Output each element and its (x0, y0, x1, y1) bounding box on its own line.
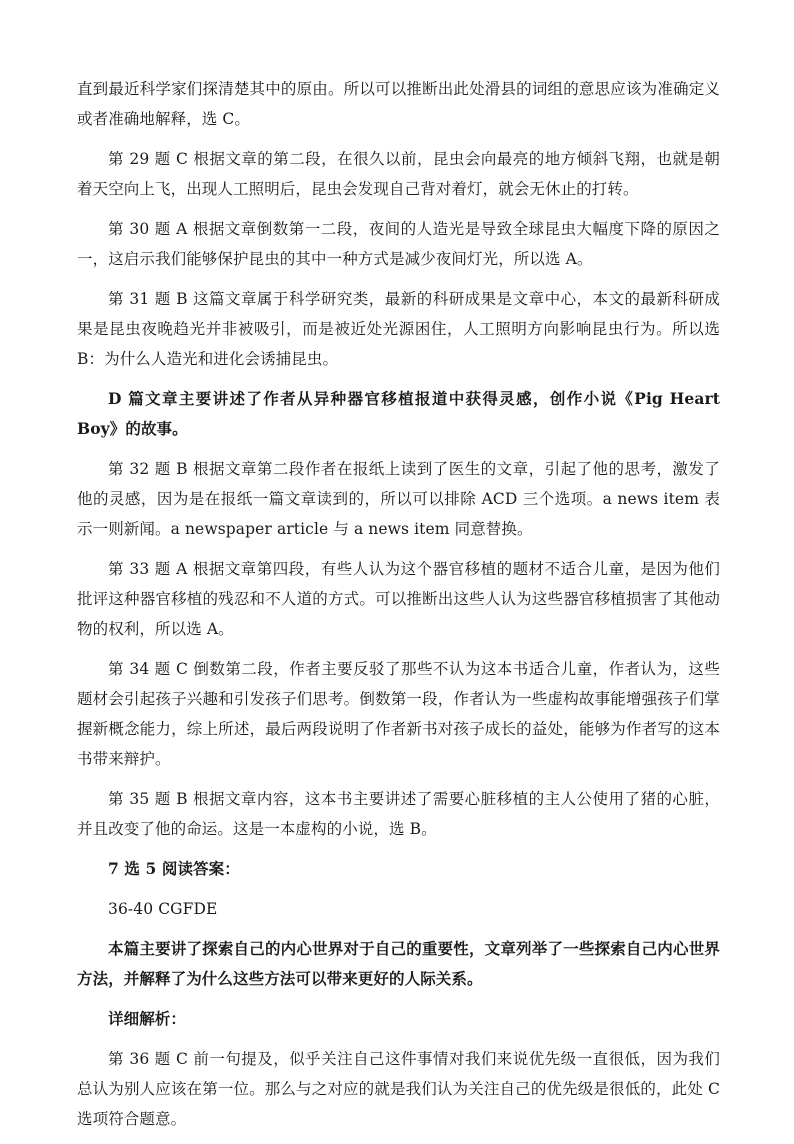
answer-explanation-29: 第 29 题 C 根据文章的第二段，在很久以前，昆虫会向最亮的地方倾斜飞翔，也就是朝着天空向上飞，出现人工照明后，昆虫会发现自己背对着灯，就会无休止的打转。 (77, 150, 720, 198)
answer-explanation-33: 第 33 题 A 根据文章第四段，有些人认为这个器官移植的题材不适合儿童，是因为他们批评这种器官移植的残忍和不人道的方式。可以推断出这些人认为这些器官移植损害了其他动物的权利，所以选 A。 (77, 560, 720, 638)
answer-explanation-32: 第 32 题 B 根据文章第二段作者在报纸上读到了医生的文章，引起了他的思考，激发了他的灵感，因为是在报纸一篇文章读到的，所以可以排除 ACD 三个选项。a news item 表示一则新闻。a newspaper article 与 a news item 同意替换。 (77, 460, 720, 538)
answer-explanation-31: 第 31 题 B 这篇文章属于科学研究类，最新的科研成果是文章中心，本文的最新科研成果是昆虫夜晚趋光并非被吸引，而是被近处光源困住，人工照明方向影响昆虫行为。所以选 B：为什么人造光和进化会诱捕昆虫。 (77, 290, 720, 368)
passage-d-summary: D 篇文章主要讲述了作者从异种器官移植报道中获得灵感，创作小说《Pig Heart Boy》的故事。 (77, 389, 720, 438)
answer-explanation-30: 第 30 题 A 根据文章倒数第一二段，夜间的人造光是导致全球昆虫大幅度下降的原因之一，这启示我们能够保护昆虫的其中一种方式是减少夜间灯光，所以选 A。 (77, 220, 720, 268)
passage-7x5-summary: 本篇主要讲了探索自己的内心世界对于自己的重要性，文章列举了一些探索自己内心世界方法，并解释了为什么这些方法可以带来更好的人际关系。 (77, 939, 720, 988)
section-heading-detail: 详细解析： (108, 1009, 187, 1028)
document-body (77, 74, 720, 1144)
answer-explanation-35: 第 35 题 B 根据文章内容，这本书主要讲述了需要心脏移植的主人公使用了猪的心脏，并且改变了他的命运。这是一本虚构的小说，选 B。 (77, 790, 720, 838)
answer-explanation-34: 第 34 题 C 倒数第二段，作者主要反驳了那些不认为这本书适合儿童，作者认为，这些题材会引起孩子兴趣和引发孩子们思考。倒数第一段，作者认为一些虚构故事能增强孩子们掌握新概念能力，综上所述，最后两段说明了作者新书对孩子成长的益处，能够为作者写的这本书带来辩护。 (77, 660, 720, 768)
answer-explanation-36: 第 36 题 C 前一句提及，似乎关注自己这件事情对我们来说优先级一直很低，因为我们总认为别人应该在第一位。那么与之对应的就是我们认为关注自己的优先级是很低的，此处 C 选项符合题意。 (77, 1050, 720, 1128)
paragraph-continuation: 直到最近科学家们探清楚其中的原由。所以可以推断出此处滑县的词组的意思应该为准确定义或者准确地解释，选 C。 (77, 80, 720, 128)
section-heading-7x5: 7 选 5 阅读答案： (108, 859, 240, 878)
answer-key-36-40: 36-40 CGFDE (108, 900, 218, 918)
